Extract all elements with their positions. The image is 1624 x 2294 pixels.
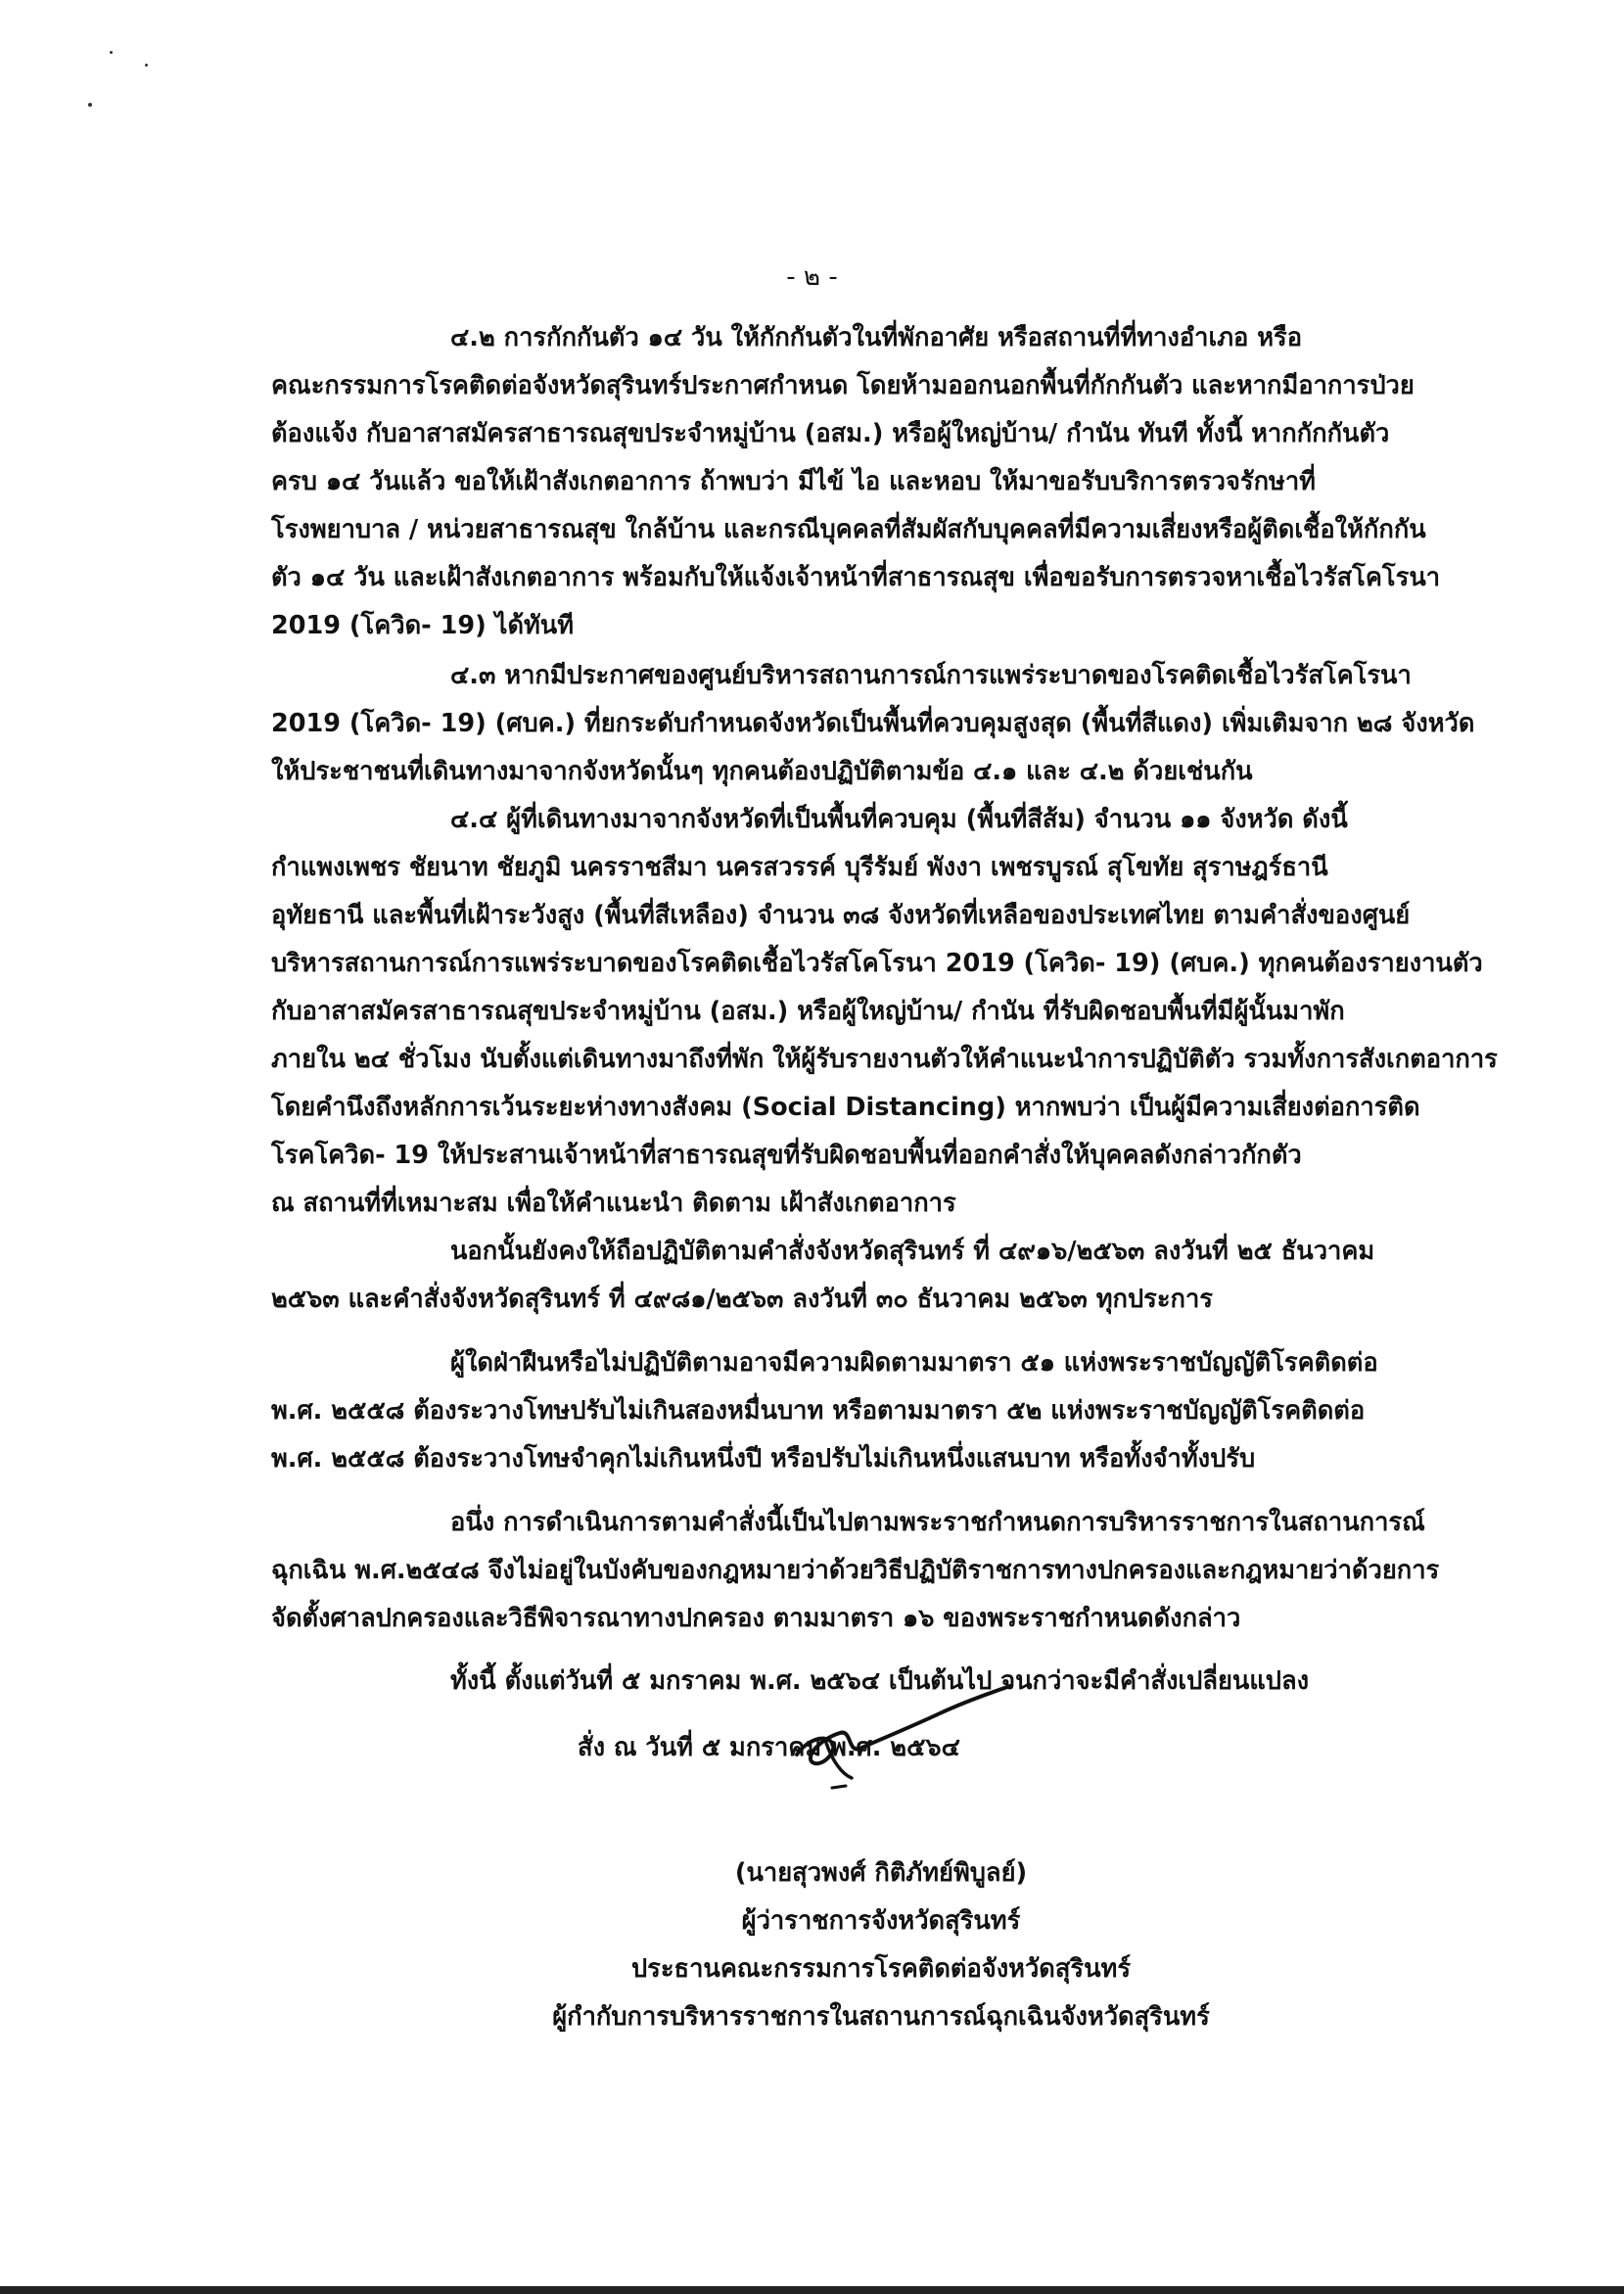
paragraph-4-2-line: 2019 (โควิด- 19) ได้ทันที	[271, 611, 575, 640]
scan-edge	[0, 2286, 1624, 2294]
page-number: - ๒ -	[786, 262, 838, 292]
paragraph-4-4-line: ณ สถานที่ที่เหมาะสม เพื่อให้คำแนะนำ ติดตาม เฝ้าสังเกตอาการ	[271, 1189, 956, 1218]
effective-date-line: ทั้งนี้ ตั้งแต่วันที่ ๕ มกราคม พ.ศ. ๒๕๖๔ เป็นต้นไป จนกว่าจะมีคำสั่งเปลี่ยนแปลง	[450, 1666, 1310, 1696]
paragraph-penalty-line: ผู้ใดฝ่าฝืนหรือไม่ปฏิบัติตามอาจมีความผิดตามมาตรา ๕๑ แห่งพระราชบัญญัติโรคติดต่อ	[450, 1348, 1378, 1378]
scan-speck	[145, 64, 148, 67]
scan-speck	[88, 103, 92, 107]
signatory-title: ผู้กำกับการบริหารราชการในสถานการณ์ฉุกเฉินจังหวัดสุรินทร์	[552, 2002, 1210, 2032]
paragraph-4-4-line: โรคโควิด- 19 ให้ประสานเจ้าหน้าที่สาธารณสุขที่รับผิดชอบพื้นที่ออกคำสั่งให้บุคคลดังกล่าวกักตัว	[271, 1141, 1302, 1170]
paragraph-4-2-line: ตัว ๑๔ วัน และเฝ้าสังเกตอาการ พร้อมกับให้แจ้งเจ้าหน้าที่สาธารณสุข เพื่อขอรับการตรวจหาเชื้อไวรัสโคโรนา	[271, 563, 1441, 592]
paragraph-4-4-line: อุทัยธานี และพื้นที่เฝ้าระวังสูง (พื้นที่สีเหลือง) จำนวน ๓๘ จังหวัดที่เหลือของประเทศไทย ตามคำสั่งของศูนย์	[271, 901, 1411, 930]
paragraph-4-2-line: ครบ ๑๔ วันแล้ว ขอให้เฝ้าสังเกตอาการ ถ้าพบว่า มีไข้ ไอ และหอบ ให้มาขอรับบริการตรวจรักษาที่	[271, 467, 1316, 496]
paragraph-4-4-line: กำแพงเพชร ชัยนาท ชัยภูมิ นครราชสีมา นครสวรรค์ บุรีรัมย์ พังงา เพชรบูรณ์ สุโขทัย สุราษฎร์ธานี	[271, 853, 1328, 882]
paragraph-4-3-line: 2019 (โควิด- 19) (ศบค.) ที่ยกระดับกำหนดจังหวัดเป็นพื้นที่ควบคุมสูงสุด (พื้นที่สีแดง) เพิ่มเติมจาก ๒๘ จังหวัด	[271, 709, 1475, 738]
signatory-name: (นายสุวพงศ์ กิติภัทย์พิบูลย์)	[734, 1858, 1028, 1888]
paragraph-4-4-line: ๔.๔ ผู้ที่เดินทางมาจากจังหวัดที่เป็นพื้นที่ควบคุม (พื้นที่สีส้ม) จำนวน ๑๑ จังหวัด ดังนี้	[450, 805, 1348, 834]
paragraph-note-line: ฉุกเฉิน พ.ศ.๒๕๔๘ จึงไม่อยู่ในบังคับของกฎหมายว่าด้วยวิธีปฏิบัติราชการทางปกครองและกฎหมายว่าด้วยการ	[271, 1556, 1440, 1585]
paragraph-4-3-line: ให้ประชาชนที่เดินทางมาจากจังหวัดนั้นๆ ทุกคนต้องปฏิบัติตามข้อ ๔.๑ และ ๔.๒ ด้วยเช่นกัน	[271, 757, 1253, 786]
paragraph-4-2-line: คณะกรรมการโรคติดต่อจังหวัดสุรินทร์ประกาศกำหนด โดยห้ามออกนอกพื้นที่กักกันตัว และหากมีอาการป่วย	[271, 371, 1415, 400]
signatory-title: ประธานคณะกรรมการโรคติดต่อจังหวัดสุรินทร์	[630, 1954, 1132, 1984]
paragraph-4-4-line: กับอาสาสมัครสาธารณสุขประจำหมู่บ้าน (อสม.) หรือผู้ใหญ่บ้าน/ กำนัน ที่รับผิดชอบพื้นที่มีผู้นั้นมาพัก	[271, 997, 1345, 1026]
paragraph-4-4-line: โดยคำนึงถึงหลักการเว้นระยะห่างทางสังคม (Social Distancing) หากพบว่า เป็นผู้มีความเสี่ยงต่อการติด	[271, 1093, 1420, 1122]
paragraph-penalty-line: พ.ศ. ๒๕๕๘ ต้องระวางโทษปรับไม่เกินสองหมื่นบาท หรือตามมาตรา ๕๒ แห่งพระราชบัญญัติโรคติดต่อ	[271, 1396, 1366, 1426]
paragraph-4-2-line: โรงพยาบาล / หน่วยสาธารณสุข ใกล้บ้าน และกรณีบุคคลที่สัมผัสกับบุคคลที่มีความเสี่ยงหรือผู้ติดเชื้อให้กักกัน	[271, 515, 1426, 544]
paragraph-penalty-line: พ.ศ. ๒๕๕๘ ต้องระวางโทษจำคุกไม่เกินหนึ่งปี หรือปรับไม่เกินหนึ่งแสนบาท หรือทั้งจำทั้งปรับ	[271, 1444, 1256, 1474]
paragraph-additional-line: นอกนั้นยังคงให้ถือปฏิบัติตามคำสั่งจังหวัดสุรินทร์ ที่ ๔๙๑๖/๒๕๖๓ ลงวันที่ ๒๕ ธันวาคม	[450, 1237, 1375, 1266]
signatory-title: ผู้ว่าราชการจังหวัดสุรินทร์	[741, 1906, 1021, 1936]
paragraph-4-2-line: ๔.๒ การกักกันตัว ๑๔ วัน ให้กักกันตัวในที่พักอาศัย หรือสถานที่ที่ทางอำเภอ หรือ	[450, 323, 1303, 352]
paragraph-additional-line: ๒๕๖๓ และคำสั่งจังหวัดสุรินทร์ ที่ ๔๙๘๑/๒๕๖๓ ลงวันที่ ๓๐ ธันวาคม ๒๕๖๓ ทุกประการ	[271, 1285, 1214, 1314]
paragraph-4-3-line: ๔.๓ หากมีประกาศของศูนย์บริหารสถานการณ์การแพร่ระบาดของโรคติดเชื้อไวรัสโคโรนา	[450, 661, 1412, 690]
paragraph-4-4-line: ภายใน ๒๔ ชั่วโมง นับตั้งแต่เดินทางมาถึงที่พัก ให้ผู้รับรายงานตัวให้คำแนะนำการปฏิบัติตัว รวมทั้งการสังเกตอาการ	[271, 1045, 1498, 1074]
paragraph-4-2-line: ต้องแจ้ง กับอาสาสมัครสาธารณสุขประจำหมู่บ้าน (อสม.) หรือผู้ใหญ่บ้าน/ กำนัน ทันที ทั้งนี้ หากกักกันตัว	[271, 419, 1390, 448]
paragraph-4-4-line: บริหารสถานการณ์การแพร่ระบาดของโรคติดเชื้อไวรัสโคโรนา 2019 (โควิด- 19) (ศบค.) ทุกคนต้องรายงานตัว	[271, 949, 1483, 978]
scan-speck	[110, 51, 113, 54]
paragraph-note-line: จัดตั้งศาลปกครองและวิธีพิจารณาทางปกครอง ตามมาตรา ๑๖ ของพระราชกำหนดดังกล่าว	[271, 1604, 1241, 1633]
paragraph-note-line: อนึ่ง การดำเนินการตามคำสั่งนี้เป็นไปตามพระราชกำหนดการบริหารราชการในสถานการณ์	[450, 1508, 1425, 1537]
order-date-line: สั่ง ณ วันที่ ๕ มกราคม พ.ศ. ๒๕๖๔	[578, 1733, 960, 1762]
signature-image	[783, 1684, 1018, 1802]
